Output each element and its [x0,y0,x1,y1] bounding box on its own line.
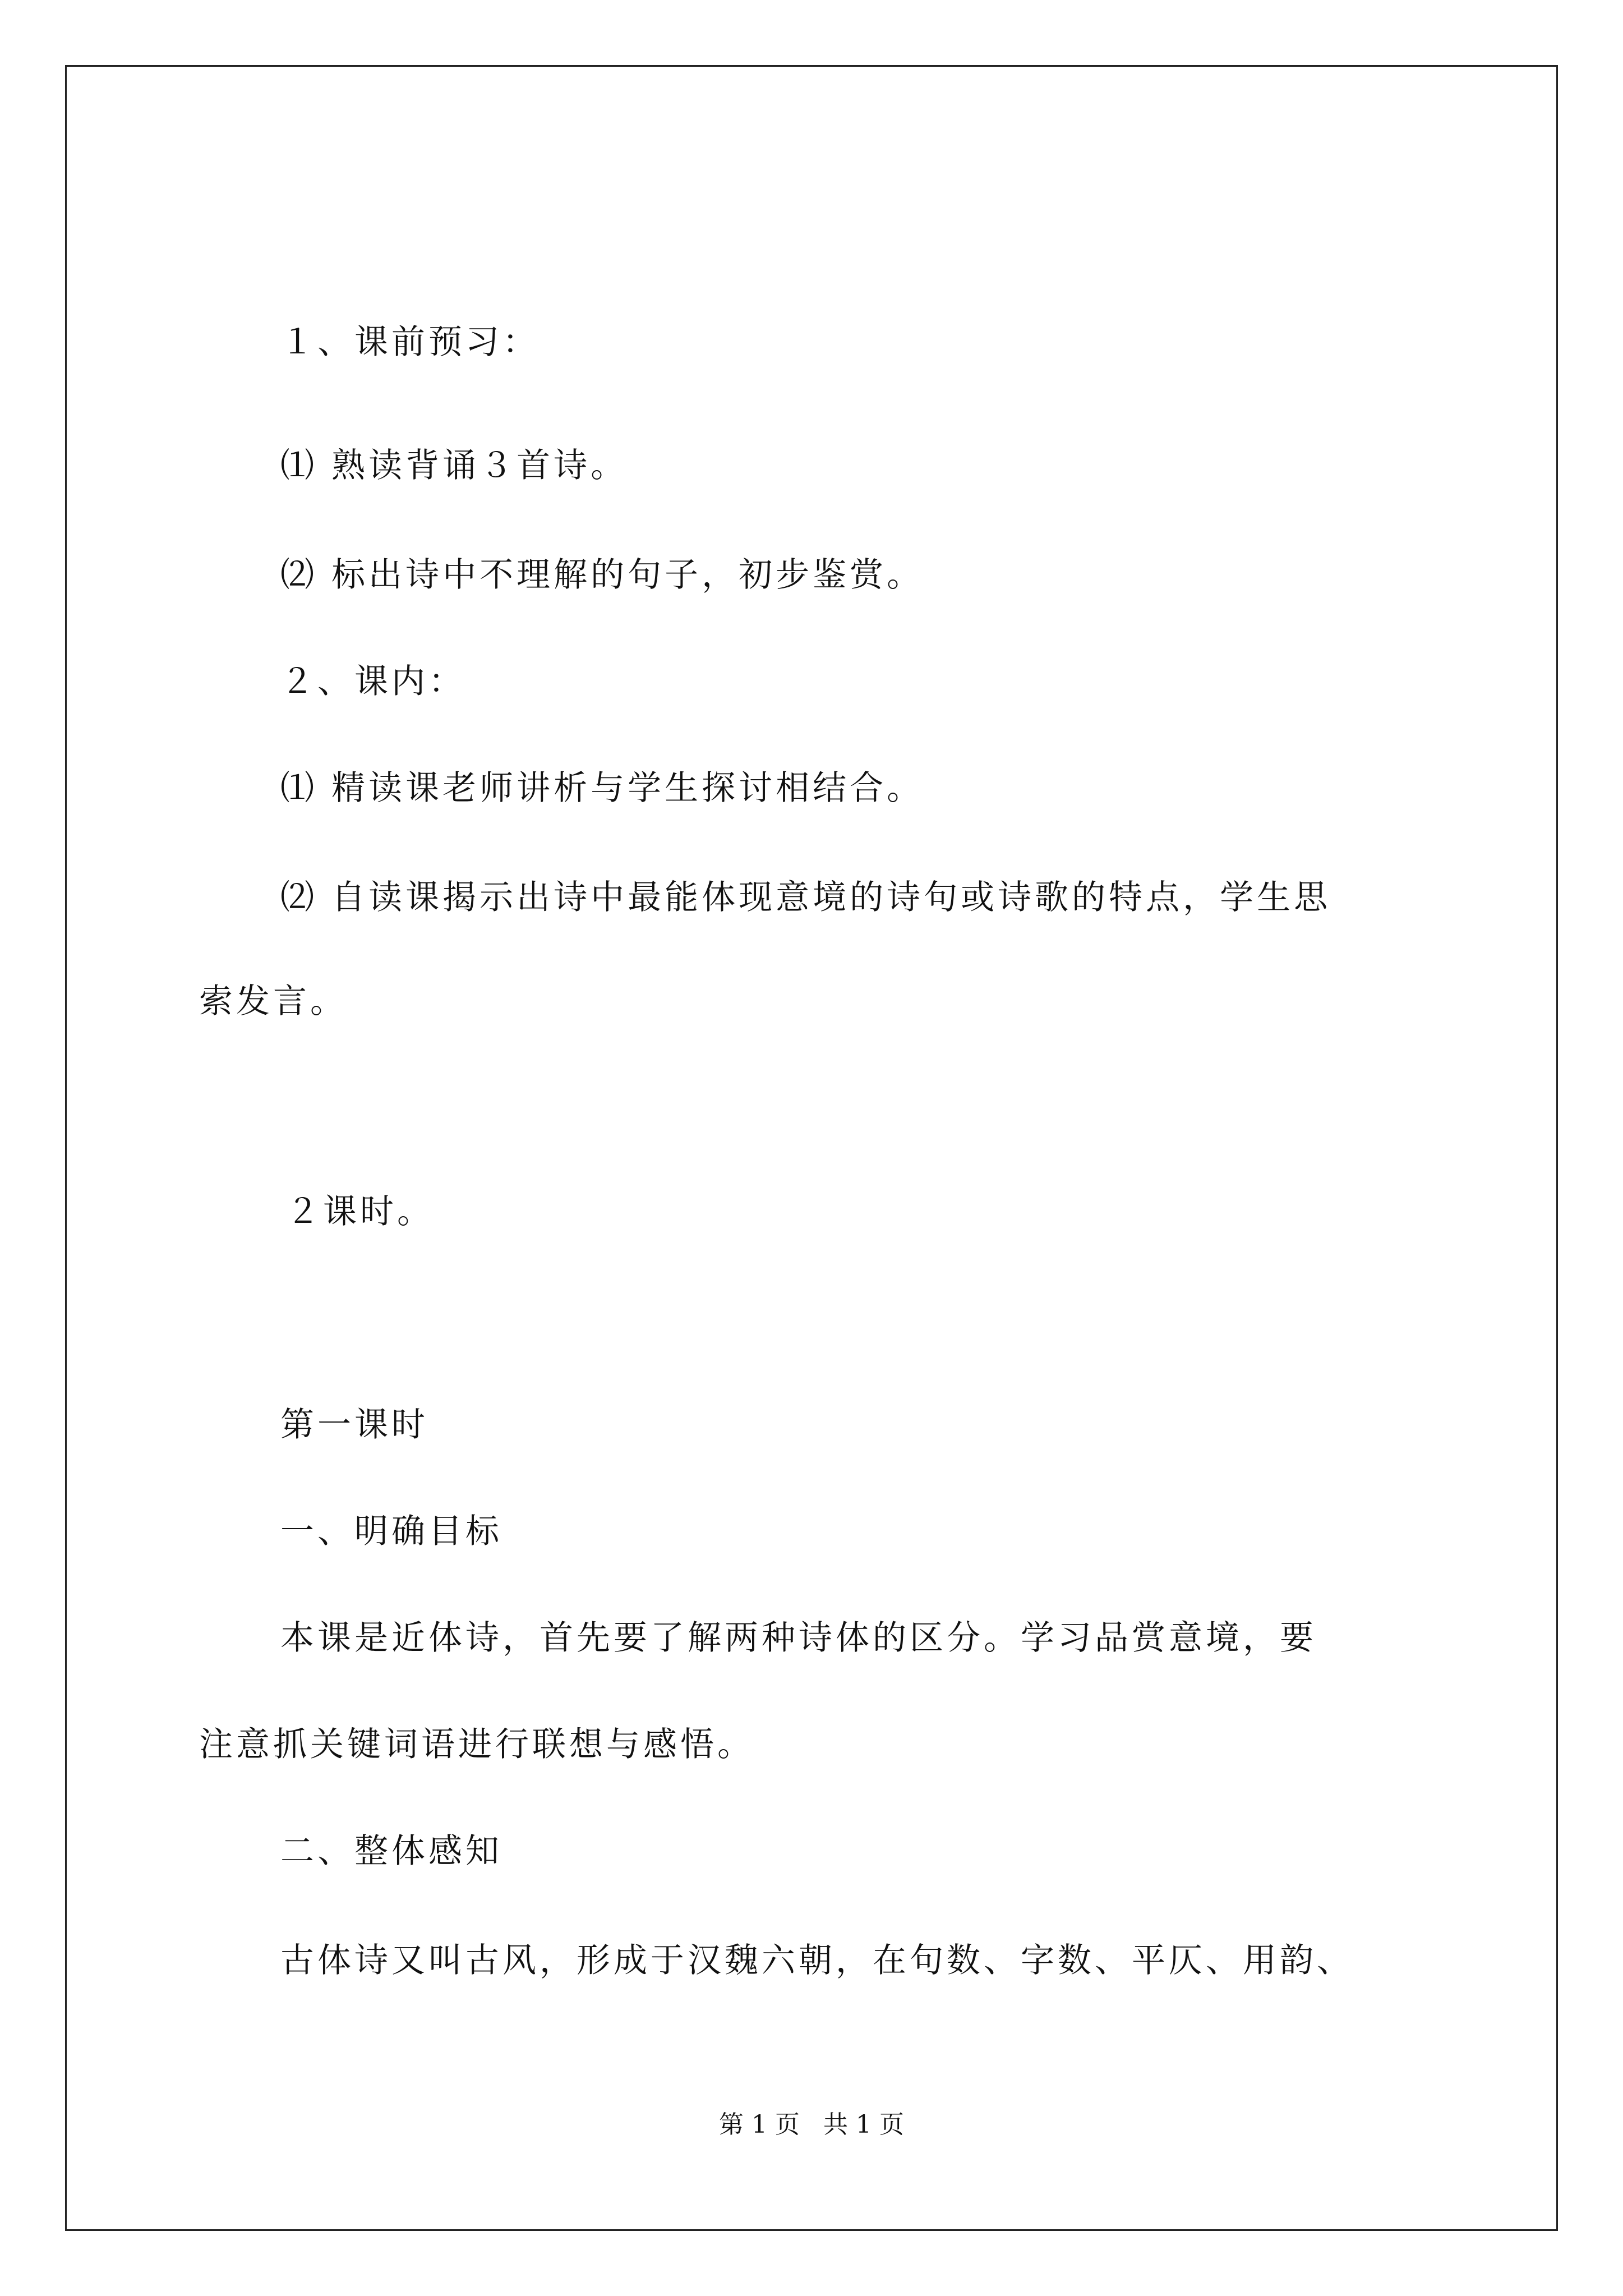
section-first-lesson: 第一课时 [280,1405,428,1444]
paragraph-goals-line-1: 本课是近体诗，首先要了解两种诗体的区分。学习品赏意境，要 [280,1618,1317,1658]
footer-page-number: 第 1 页 [719,2110,800,2139]
heading-clarify-goals: 一、明确目标 [280,1512,502,1551]
footer-total-pages: 共 1 页 [823,2110,904,2139]
page-border [65,65,1558,2231]
paragraph-inclass-item-2: ⑵ 自读课揭示出诗中最能体现意境的诗句或诗歌的特点，学生思 [280,878,1331,917]
paragraph-goals-line-2: 注意抓关键词语进行联想与感悟。 [199,1725,754,1764]
paragraph-inclass-item-1: ⑴ 精读课老师讲析与学生探讨相结合。 [280,769,924,808]
paragraph-lesson-count: ２课时。 [286,1192,434,1231]
paragraph-inclass-item-2-cont: 索发言。 [199,982,347,1021]
paragraph-preview-item-1: ⑴ 熟读背诵３首诗。 [280,446,628,485]
page-footer [0,2109,1623,2141]
paragraph-inclass-heading: ２、课内： [280,662,465,701]
paragraph-ancient-poetry: 古体诗又叫古风，形成于汉魏六朝，在句数、字数、平仄、用韵、 [280,1941,1354,1980]
paragraph-preview-item-2: ⑵ 标出诗中不理解的句子，初步鉴赏。 [280,555,924,595]
heading-overall-perception: 二、整体感知 [280,1832,502,1871]
paragraph-preview-heading: １、课前预习： [280,323,540,362]
